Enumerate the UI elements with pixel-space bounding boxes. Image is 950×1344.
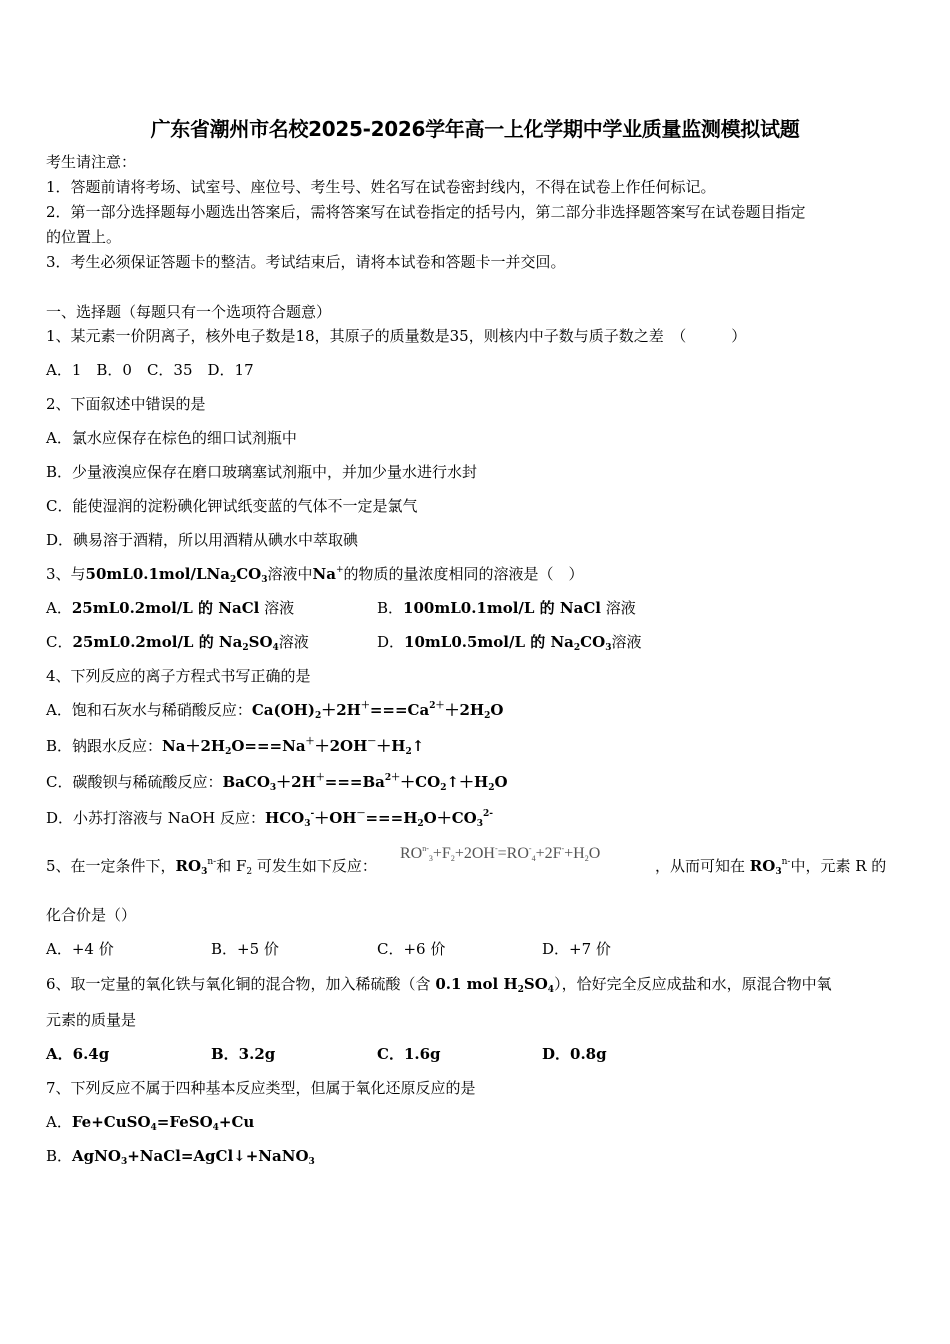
question-7-stem: 7、下列反应不属于四种基本反应类型，但属于氧化还原反应的是 <box>46 1079 476 1097</box>
question-6-option-d: D．0.8g <box>542 1045 607 1063</box>
question-4-option-a: A．饱和石灰水与稀硝酸反应：$Ca(OH)_2+2H^+===Ca^{2+}+2H_2O$ <box>46 701 504 721</box>
question-2-option-d: D．碘易溶于酒精，所以用酒精从碘水中萃取碘 <box>46 531 359 549</box>
question-4-option-b: B．钠跟水反应：$Na+2H_2O===Na^++2OH^-+H_2↑$ <box>46 737 425 757</box>
question-2-stem: 2、下面叙述中错误的是 <box>46 395 206 413</box>
question-5-stem-line2: 化合价是（） <box>46 906 137 924</box>
question-6-option-a: A．6.4g <box>46 1045 110 1063</box>
question-4-option-c: C．碳酸钡与稀硫酸反应：$BaCO_3+2H^+===Ba^{2+}+CO_2↑+H_2O$ <box>46 773 508 793</box>
question-2-option-c: C．能使湿润的淀粉碘化钾试纸变蓝的气体不一定是氯气 <box>46 497 418 515</box>
notice-heading: 考生请注意： <box>46 153 137 171</box>
question-6-option-c: C．1.6g <box>377 1045 441 1063</box>
notice-item: 2．第一部分选择题每小题选出答案后，需将答案写在试卷指定的括号内，第二部分非选择题答案写在试卷题目指定 <box>46 203 806 221</box>
question-5-option-d: D．+7 价 <box>542 940 611 958</box>
question-5-option-a: A．+4 价 <box>46 940 114 958</box>
question-2-option-a: A．氯水应保存在棕色的细口试剂瓶中 <box>46 429 297 447</box>
notice-item: 3．考生必须保证答题卡的整洁。考试结束后，请将本试卷和答题卡一并交回。 <box>46 253 566 271</box>
question-7-option-a: A．Fe+CuSO$_4$=FeSO$_4$+Cu <box>46 1113 255 1133</box>
question-5-option-b: B．+5 价 <box>211 940 279 958</box>
question-1-options: A．1 B．0 C．35 D．17 <box>46 361 254 379</box>
question-5-stem-part2: ，从而可知在 $RO_3^{n-}$中，元素 R 的 <box>655 857 887 877</box>
notice-item: 1．答题前请将考场、试室号、座位号、考生号、姓名写在试卷密封线内，不得在试卷上作任何标记。 <box>46 178 716 196</box>
question-3-stem: 3、与$50mL0.1mol/LNa_2CO_3$溶液中Na+的物质的量浓度相同的溶液是（ ） <box>46 565 584 585</box>
question-2-option-b: B．少量液溴应保存在磨口玻璃塞试剂瓶中，并加少量水进行水封 <box>46 463 478 481</box>
notice-item: 的位置上。 <box>46 228 122 246</box>
section-heading: 一、选择题（每题只有一个选项符合题意） <box>46 303 332 321</box>
question-6-option-b: B．3.2g <box>211 1045 276 1063</box>
question-7-option-b: B．AgNO$_3$+NaCl=AgCl↓+NaNO$_3$ <box>46 1147 315 1167</box>
page-title: 广东省潮州市名校2025-2026学年高一上化学期中学业质量监测模拟试题 <box>150 117 800 141</box>
question-1-stem: 1、某元素一价阴离子，核外电子数是18，其原子的质量数是35，则核内中子数与质子数之差 （ ） <box>46 327 747 345</box>
question-3-option-b: B．100mL0.1mol/L 的 NaCl 溶液 <box>377 599 636 617</box>
question-3-option-a: A．25mL0.2mol/L 的 NaCl 溶液 <box>46 599 295 617</box>
question-4-option-d: D．小苏打溶液与 NaOH 反应：$HCO_3^-+OH^-===H_2O+CO_3^{2-}$ <box>46 809 493 829</box>
question-5-stem-part1: 5、在一定条件下，$RO_3^{n-}$和 $F_2$ 可发生如下反应： <box>46 857 377 877</box>
question-5-option-c: C．+6 价 <box>377 940 446 958</box>
question-6-stem-line2: 元素的质量是 <box>46 1011 137 1029</box>
question-3-option-d: D．10mL0.5mol/L 的 $Na_2CO_3$溶液 <box>377 633 642 653</box>
question-3-option-c: C．25mL0.2mol/L 的 $Na_2SO_4$溶液 <box>46 633 309 653</box>
question-5-equation: $RO^{n-}_3+F_2+2OH^-=RO^-_4+2F^-+H_2O$ <box>400 844 601 863</box>
question-6-stem: 6、取一定量的氧化铁与氧化铜的混合物，加入稀硫酸（含 0.1 mol $H_2SO_4$），恰好完全反应成盐和水，原混合物中氧 <box>46 975 832 995</box>
question-4-stem: 4、下列反应的离子方程式书写正确的是 <box>46 667 311 685</box>
